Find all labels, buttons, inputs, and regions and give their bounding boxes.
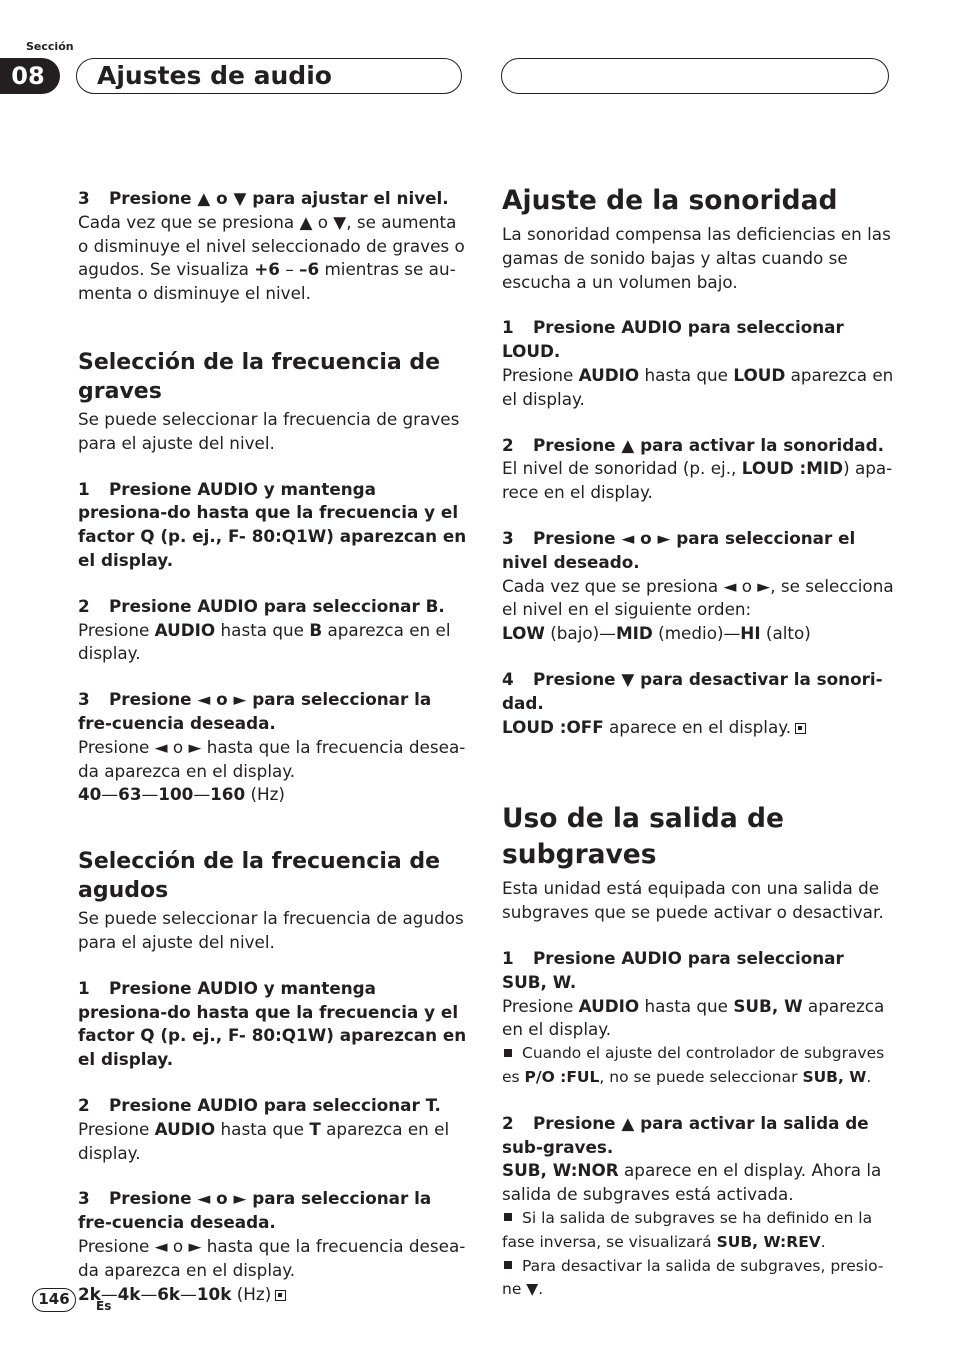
body-text: aparezca en el display. (78, 1118, 450, 1163)
level-code: HI (740, 623, 761, 644)
body-text: hasta que (215, 1118, 310, 1139)
level-sequence: LOW (bajo)—MID (medio)—HI (alto) (502, 623, 811, 644)
body-text: Presione (502, 364, 579, 385)
step-heading (78, 688, 470, 736)
frequency-value: 10k (196, 1283, 232, 1304)
step-number: 3 (78, 689, 90, 710)
note-text: , no se puede seleccionar (599, 1067, 803, 1086)
treble-intro: Se puede seleccionar la frecuencia de agudos para el ajuste del nivel. (78, 908, 464, 952)
step-title: Presione AUDIO para seleccionar B. (109, 595, 445, 616)
step-number: 1 (78, 478, 90, 499)
step-body (502, 1159, 894, 1207)
body-text: hasta que (215, 619, 310, 640)
loudness-intro: La sonoridad compensa las deficiencias en las gamas de sonido bajas y altas cuando se escucha a un volumen bajo. (502, 224, 891, 292)
display-value: LOUD (733, 364, 786, 385)
step-number: 2 (78, 595, 90, 616)
step-title: Presione ◄ o ► para seleccionar la fre-cuencia deseada. (78, 1188, 432, 1233)
step-number: 2 (502, 1112, 514, 1133)
end-of-section-icon (275, 1290, 286, 1301)
body-text: El nivel de sonoridad (p. ej., (502, 458, 742, 479)
step-body (502, 716, 894, 740)
step-title: Presione ▲ para activar la sonoridad. (533, 434, 885, 455)
bullet-icon (504, 1261, 512, 1269)
step-body (78, 619, 470, 667)
level-code: MID (615, 623, 653, 644)
unit-label: (Hz) (245, 784, 285, 805)
body-text: hasta que (639, 364, 734, 385)
step-title: Presione ▲ para activar la salida de sub-graves. (502, 1112, 869, 1157)
note-text: Para desactivar la salida de subgraves, presio-ne ▼. (502, 1256, 884, 1299)
button-name: AUDIO (154, 619, 216, 640)
step-heading (78, 478, 470, 573)
frequency-sequence: 40—63—100—160 (Hz) (78, 784, 285, 805)
step-title: Presione AUDIO para seleccionar LOUD. (502, 317, 844, 362)
step-title: Presione ◄ o ► para seleccionar la fre-cuencia deseada. (78, 689, 432, 733)
right-column (502, 183, 894, 1302)
body-text: – (279, 259, 300, 280)
note-text: Si la salida de subgraves se ha definido en la fase inversa, se visualizará (502, 1208, 873, 1251)
display-value: SUB, W (802, 1067, 867, 1086)
display-value: LOUD :MID (741, 458, 844, 479)
step-number: 4 (502, 668, 514, 689)
step-heading (502, 947, 894, 995)
step-title: Presione AUDIO y mantenga presiona-do hasta que la frecuencia y el factor Q (p. ej., F- 80:Q1W) aparezcan en el display. (78, 977, 467, 1070)
loudness-heading: Ajuste de la sonoridad (502, 185, 838, 216)
note-item (502, 1042, 894, 1090)
body-text: aparezca en el display. (502, 364, 894, 409)
bass-heading: Selección de la frecuencia de graves (78, 349, 441, 404)
step-number: 3 (502, 527, 514, 548)
note-item (502, 1255, 894, 1303)
step-number: 2 (78, 1094, 90, 1115)
frequency-value: 4k (117, 1283, 141, 1304)
unit-label: (Hz) (231, 1283, 272, 1304)
subwoofer-heading: Uso de la salida de subgraves (502, 803, 784, 871)
display-value: SUB, W:NOR (502, 1160, 619, 1181)
step-heading (78, 977, 470, 1072)
display-value: SUB, W:REV (716, 1232, 821, 1251)
step-heading (502, 316, 894, 364)
note-text: . (820, 1232, 826, 1251)
step-heading (502, 1112, 894, 1160)
step-body (78, 211, 470, 306)
step-number: 2 (502, 434, 514, 455)
step-body (502, 364, 894, 412)
step-number: 3 (78, 188, 90, 208)
bullet-icon (504, 1213, 512, 1221)
display-value: SUB, W (733, 995, 803, 1016)
end-of-section-icon (795, 723, 806, 734)
body-text: aparece en el display. Ahora la salida de subgraves está activada. (502, 1160, 882, 1205)
section-header-blank-frame (501, 58, 889, 94)
bass-intro: Se puede seleccionar la frecuencia de graves para el ajuste del nivel. (78, 408, 460, 453)
display-value: B (309, 619, 323, 640)
step-body: Presione ◄ o ► hasta que la frecuencia desea-da aparezca en el display. (78, 1235, 466, 1280)
body-text: Presione (78, 619, 155, 640)
body-text: aparezca en el display. (78, 619, 451, 664)
display-value: –6 (299, 259, 320, 280)
step-title: Presione ▼ para desactivar la sonori-dad. (502, 668, 883, 713)
left-column (78, 187, 470, 1306)
frequency-value: 40 (78, 784, 102, 805)
step-body (78, 1118, 470, 1166)
frequency-value: 63 (118, 784, 142, 805)
button-name: AUDIO (154, 1118, 216, 1139)
step-body (502, 995, 894, 1043)
level-code: LOW (502, 623, 545, 644)
note-item (502, 1207, 894, 1255)
frequency-value: 100 (158, 784, 194, 805)
step-heading (502, 434, 894, 458)
step-number: 3 (78, 1188, 90, 1209)
body-text: aparece en el display. (603, 716, 792, 737)
step-title: Presione AUDIO y mantenga presiona-do hasta que la frecuencia y el factor Q (p. ej., F- 80:Q1W) aparezcan en el display. (78, 478, 467, 570)
note-text: . (866, 1067, 872, 1086)
step-title: Presione AUDIO para seleccionar SUB, W. (502, 947, 844, 992)
level-desc: (bajo) (544, 623, 600, 644)
level-desc: (alto) (760, 623, 811, 644)
subwoofer-intro: Esta unidad está equipada con una salida de subgraves que se puede activar o desactivar. (502, 878, 884, 923)
step-number: 1 (502, 317, 514, 338)
step-heading (78, 187, 470, 211)
frequency-value: 6k (157, 1283, 181, 1304)
display-value: LOUD :OFF (502, 716, 604, 737)
step-body (502, 457, 894, 505)
step-heading (502, 527, 894, 575)
section-title: Ajustes de audio (76, 58, 462, 94)
step-number: 1 (502, 947, 514, 968)
step-heading (502, 668, 894, 716)
body-text: Cada vez que se presiona ▲ o ▼, se aumenta o disminuye el nivel seleccionado de graves o agudos. Se visualiza (78, 211, 465, 280)
step-body: Presione ◄ o ► hasta que la frecuencia desea-da aparezca en el display. (78, 736, 466, 781)
button-name: AUDIO (578, 995, 640, 1016)
step-heading (78, 595, 470, 619)
section-number-tab: 08 (0, 58, 60, 94)
body-text: ) apa-rece en el display. (502, 458, 893, 503)
display-value: +6 (254, 259, 280, 280)
language-code: Es (96, 1299, 112, 1313)
frequency-value: 2k (78, 1283, 101, 1304)
step-title: Presione ▲ o ▼ para ajustar el nivel. (109, 188, 449, 208)
frequency-sequence: 2k—4k—6k—10k (Hz) (78, 1283, 470, 1307)
step-heading (78, 1094, 470, 1118)
level-desc: (medio) (652, 623, 724, 644)
body-text: Presione (78, 1118, 155, 1139)
step-number: 1 (78, 977, 90, 998)
body-text: aparezca en el display. (502, 995, 885, 1040)
button-name: AUDIO (578, 364, 640, 385)
step-body: Cada vez que se presiona ◄ o ►, se selecciona el nivel en el siguiente orden: (502, 575, 894, 620)
section-label: Sección (26, 40, 74, 53)
step-title: Presione ◄ o ► para seleccionar el nivel deseado. (502, 527, 856, 572)
bullet-icon (504, 1049, 512, 1057)
step-title: Presione AUDIO para seleccionar T. (109, 1094, 441, 1115)
display-value: P/O :FUL (524, 1067, 600, 1086)
treble-heading: Selección de la frecuencia de agudos (78, 849, 441, 904)
body-text: Presione (502, 995, 579, 1016)
display-value: T (309, 1118, 321, 1139)
body-text: mientras se au-menta o disminuye el nivel. (78, 259, 456, 304)
note-text: Cuando el ajuste del controlador de subgraves es (502, 1044, 885, 1086)
frequency-value: 160 (210, 784, 246, 805)
body-text: hasta que (639, 995, 734, 1016)
step-heading (78, 1187, 470, 1235)
page-number: 146 (32, 1288, 76, 1312)
